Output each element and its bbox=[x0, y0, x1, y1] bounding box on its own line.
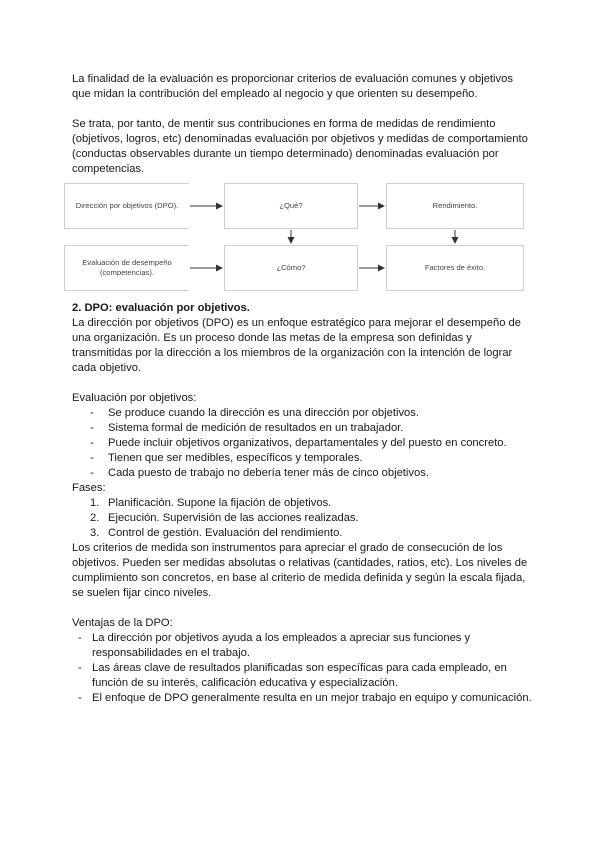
diagram-box-factores: Factores de éxito. bbox=[386, 245, 524, 291]
fases-label: Fases: bbox=[72, 482, 106, 494]
section-heading: 2. DPO: evaluación por objetivos. bbox=[72, 302, 250, 314]
ventajas-list bbox=[72, 631, 532, 706]
criterios-paragraph: Los criterios de medida son instrumentos para apreciar el grado de consecución de los objetivos. Pueden ser medidas absolutas o relativas (cantidades, ratios, etc). Los niveles de cumplimiento son concretos, en base al criterio de medida definida y según la escala fijada, se suelen fijar cinco niveles. bbox=[72, 542, 528, 599]
evaluacion-label: Evaluación por objetivos: bbox=[72, 392, 197, 404]
list-item: - La dirección por objetivos ayuda a los empleados a apreciar sus funciones y responsabilidades en el trabajo. bbox=[72, 631, 532, 661]
list-item: - Tienen que ser medibles, específicos y temporales. bbox=[72, 451, 532, 466]
list-item: - Cada puesto de trabajo no debería tener más de cinco objetivos. bbox=[72, 466, 532, 481]
document-page bbox=[72, 72, 532, 706]
diagram-box-dpo: Dirección por objetivos (DPO). bbox=[64, 183, 189, 229]
list-item: - Se produce cuando la dirección es una dirección por objetivos. bbox=[72, 406, 532, 421]
evaluacion-list bbox=[72, 406, 532, 481]
fases-list bbox=[72, 496, 532, 541]
diagram-arrows bbox=[64, 183, 524, 291]
evaluation-diagram bbox=[64, 183, 524, 291]
list-item: - El enfoque de DPO generalmente resulta en un mejor trabajo en equipo y comunicación. bbox=[72, 691, 532, 706]
diagram-box-rendimiento: Rendimiento. bbox=[386, 183, 524, 229]
list-item: - Las áreas clave de resultados planificadas son específicas para cada empleado, en función de su interés, calificación educativa y especialización. bbox=[72, 661, 532, 691]
diagram-box-como: ¿Cómo? bbox=[224, 245, 358, 291]
contributions-paragraph: Se trata, por tanto, de mentir sus contribuciones en forma de medidas de rendimiento (objetivos, logros, etc) denominadas evaluación por objetivos y medidas de comportamiento (conductas observables durante un tiempo determinado) denominadas evaluación por competencias. bbox=[72, 118, 528, 175]
list-item: 2. Ejecución. Supervisión de las acciones realizadas. bbox=[90, 512, 359, 524]
dpo-definition: La dirección por objetivos (DPO) es un enfoque estratégico para mejorar el desempeño de una organización. Es un proceso donde las metas de la empresa son definidas y transmitidas por la dirección a los miembros de la organización con la intención de lograr cada objetivo. bbox=[72, 317, 521, 374]
diagram-box-que: ¿Qué? bbox=[224, 183, 358, 229]
list-item: 3. Control de gestión. Evaluación del rendimiento. bbox=[90, 527, 343, 539]
ventajas-label: Ventajas de la DPO: bbox=[72, 617, 173, 629]
intro-paragraph: La finalidad de la evaluación es proporcionar criterios de evaluación comunes y objetivos que midan la contribución del empleado al negocio y que orienten su desempeño. bbox=[72, 73, 513, 100]
list-item: - Sistema formal de medición de resultados en un trabajador. bbox=[72, 421, 532, 436]
list-item: - Puede incluir objetivos organizativos, departamentales y del puesto en concreto. bbox=[72, 436, 532, 451]
diagram-box-competencias: Evaluación de desempeño (competencias). bbox=[64, 245, 189, 291]
list-item: 1. Planificación. Supone la fijación de objetivos. bbox=[90, 497, 332, 509]
